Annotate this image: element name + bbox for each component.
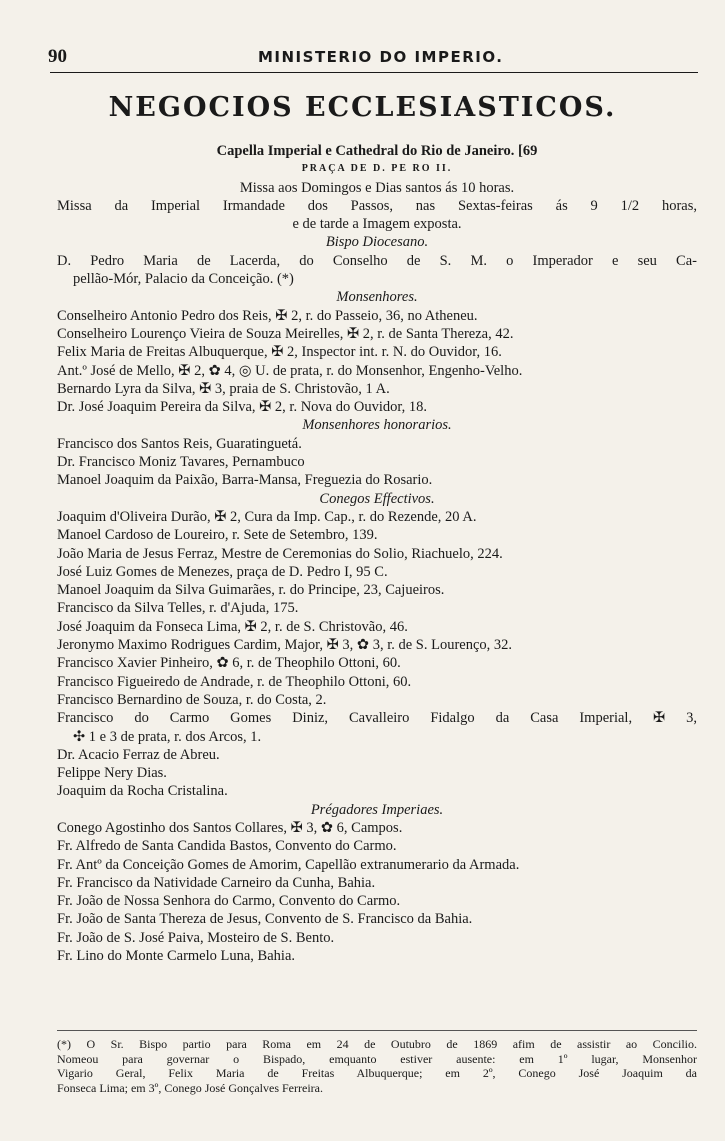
header-rule <box>50 72 698 73</box>
passos-schedule-line1: Missa da Imperial Irmandade dos Passos, nas Sextas-feiras ás 9 1/2 horas, <box>57 197 697 214</box>
list-item: Francisco Bernardino de Souza, r. do Costa, 2. <box>57 691 327 708</box>
list-item-long-line2: ✣ 1 e 3 de prata, r. dos Arcos, 1. <box>73 728 262 745</box>
conegos-heading: Conegos Effectivos. <box>319 490 435 507</box>
page-number: 90 <box>48 46 67 67</box>
list-item: Dr. José Joaquim Pereira da Silva, ✠ 2, r. Nova do Ouvidor, 18. <box>57 399 427 416</box>
list-item: Conselheiro Lourenço Vieira de Souza Meirelles, ✠ 2, r. de Santa Thereza, 42. <box>57 325 514 342</box>
footnote-line: Vigario Geral, Felix Maria de Freitas Albuquerque; em 2º, Conego José Joaquim da <box>57 1066 697 1081</box>
chapel-address: PRAÇA DE D. PE RO II. <box>301 163 453 175</box>
list-item: José Luiz Gomes de Menezes, praça de D. Pedro I, 95 C. <box>57 563 388 580</box>
list-item: Fr. João de S. José Paiva, Mosteiro de S. Bento. <box>57 929 335 946</box>
document-body <box>57 142 697 965</box>
list-item: Joaquim d'Oliveira Durão, ✠ 2, Cura da Imp. Cap., r. do Rezende, 20 A. <box>57 508 477 525</box>
list-item: Dr. Acacio Ferraz de Abreu. <box>57 746 220 763</box>
list-item: Francisco Figueiredo de Andrade, r. de Theophilo Ottoni, 60. <box>57 673 412 690</box>
list-item: Francisco Xavier Pinheiro, ✿ 6, r. de Theophilo Ottoni, 60. <box>57 655 401 672</box>
list-item: Fr. João de Santa Thereza de Jesus, Convento de S. Francisco da Bahia. <box>57 911 473 928</box>
mass-schedule: Missa aos Domingos e Dias santos ás 10 horas. <box>239 179 515 196</box>
list-item: Felippe Nery Dias. <box>57 765 167 782</box>
monsenhores-honorarios-heading: Monsenhores honorarios. <box>302 417 452 434</box>
footnote-line: Nomeou para governar o Bispado, emquanto estiver ausente: em 1º lugar, Monsenhor <box>57 1051 697 1066</box>
passos-schedule-line2: e de tarde a Imagem exposta. <box>292 216 462 233</box>
list-item: Fr. João de Nossa Senhora do Carmo, Convento do Carmo. <box>57 893 401 910</box>
list-item: Fr. Antº da Conceição Gomes de Amorim, Capellão extranumerario da Armada. <box>57 856 520 873</box>
list-item: Conselheiro Antonio Pedro dos Reis, ✠ 2, r. do Passeio, 36, no Atheneu. <box>57 307 478 324</box>
footnote-rule <box>57 1030 697 1031</box>
list-item: Manoel Cardoso de Loureiro, r. Sete de Setembro, 139. <box>57 527 378 544</box>
monsenhores-heading: Monsenhores. <box>336 289 418 306</box>
list-item: Fr. Francisco da Natividade Carneiro da Cunha, Bahia. <box>57 874 376 891</box>
list-item-long-line1: Francisco do Carmo Gomes Diniz, Cavalleiro Fidalgo da Casa Imperial, ✠ 3, <box>57 710 697 727</box>
section-title: NEGOCIOS ECCLESIASTICOS. <box>108 92 617 123</box>
list-item: Conego Agostinho dos Santos Collares, ✠ 3, ✿ 6, Campos. <box>57 819 403 836</box>
list-item: Felix Maria de Freitas Albuquerque, ✠ 2, Inspector int. r. N. do Ouvidor, 16. <box>57 344 502 361</box>
running-title: MINISTERIO DO IMPERIO. <box>258 48 504 66</box>
list-item: Joaquim da Rocha Cristalina. <box>57 783 228 800</box>
footnote-line: Fonseca Lima; em 3º, Conego José Gonçalves Ferreira. <box>57 1080 323 1095</box>
list-item: Jeronymo Maximo Rodrigues Cardim, Major, ✠ 3, ✿ 3, r. de S. Lourenço, 32. <box>57 637 513 654</box>
list-item: Manoel Joaquim da Paixão, Barra-Mansa, Freguezia do Rosario. <box>57 472 433 489</box>
page-header <box>48 46 698 70</box>
list-item: José Joaquim da Fonseca Lima, ✠ 2, r. de S. Christovão, 46. <box>57 618 408 635</box>
list-item: Francisco dos Santos Reis, Guaratinguetá. <box>57 435 302 452</box>
list-item: Fr. Alfredo de Santa Candida Bastos, Convento do Carmo. <box>57 838 397 855</box>
footnote-line: (*) O Sr. Bispo partio para Roma em 24 de Outubro de 1869 afim de assistir ao Concilio. <box>57 1037 697 1051</box>
list-item: Dr. Francisco Moniz Tavares, Pernambuco <box>57 454 305 471</box>
list-item: Francisco da Silva Telles, r. d'Ajuda, 175. <box>57 600 299 617</box>
list-item: Bernardo Lyra da Silva, ✠ 3, praia de S. Christovão, 1 A. <box>57 380 390 397</box>
bishop-line2: pellão-Mór, Palacio da Conceição. (*) <box>73 271 294 288</box>
chapel-title: Capella Imperial e Cathedral do Rio de Janeiro. [69 <box>216 143 538 159</box>
list-item: Ant.º José de Mello, ✠ 2, ✿ 4, ◎ U. de prata, r. do Monsenhor, Engenho-Velho. <box>57 362 523 379</box>
bishop-line1: D. Pedro Maria de Lacerda, do Conselho de S. M. o Imperador e seu Ca- <box>57 252 697 269</box>
pregadores-heading: Prégadores Imperiaes. <box>310 801 444 818</box>
list-item: João Maria de Jesus Ferraz, Mestre de Ceremonias do Solio, Riachuelo, 224. <box>57 545 503 562</box>
bishop-heading: Bispo Diocesano. <box>325 234 429 251</box>
list-item: Fr. Lino do Monte Carmelo Luna, Bahia. <box>57 948 296 965</box>
footnote <box>57 1037 697 1095</box>
list-item: Manoel Joaquim da Silva Guimarães, r. do Principe, 23, Cajueiros. <box>57 582 445 599</box>
